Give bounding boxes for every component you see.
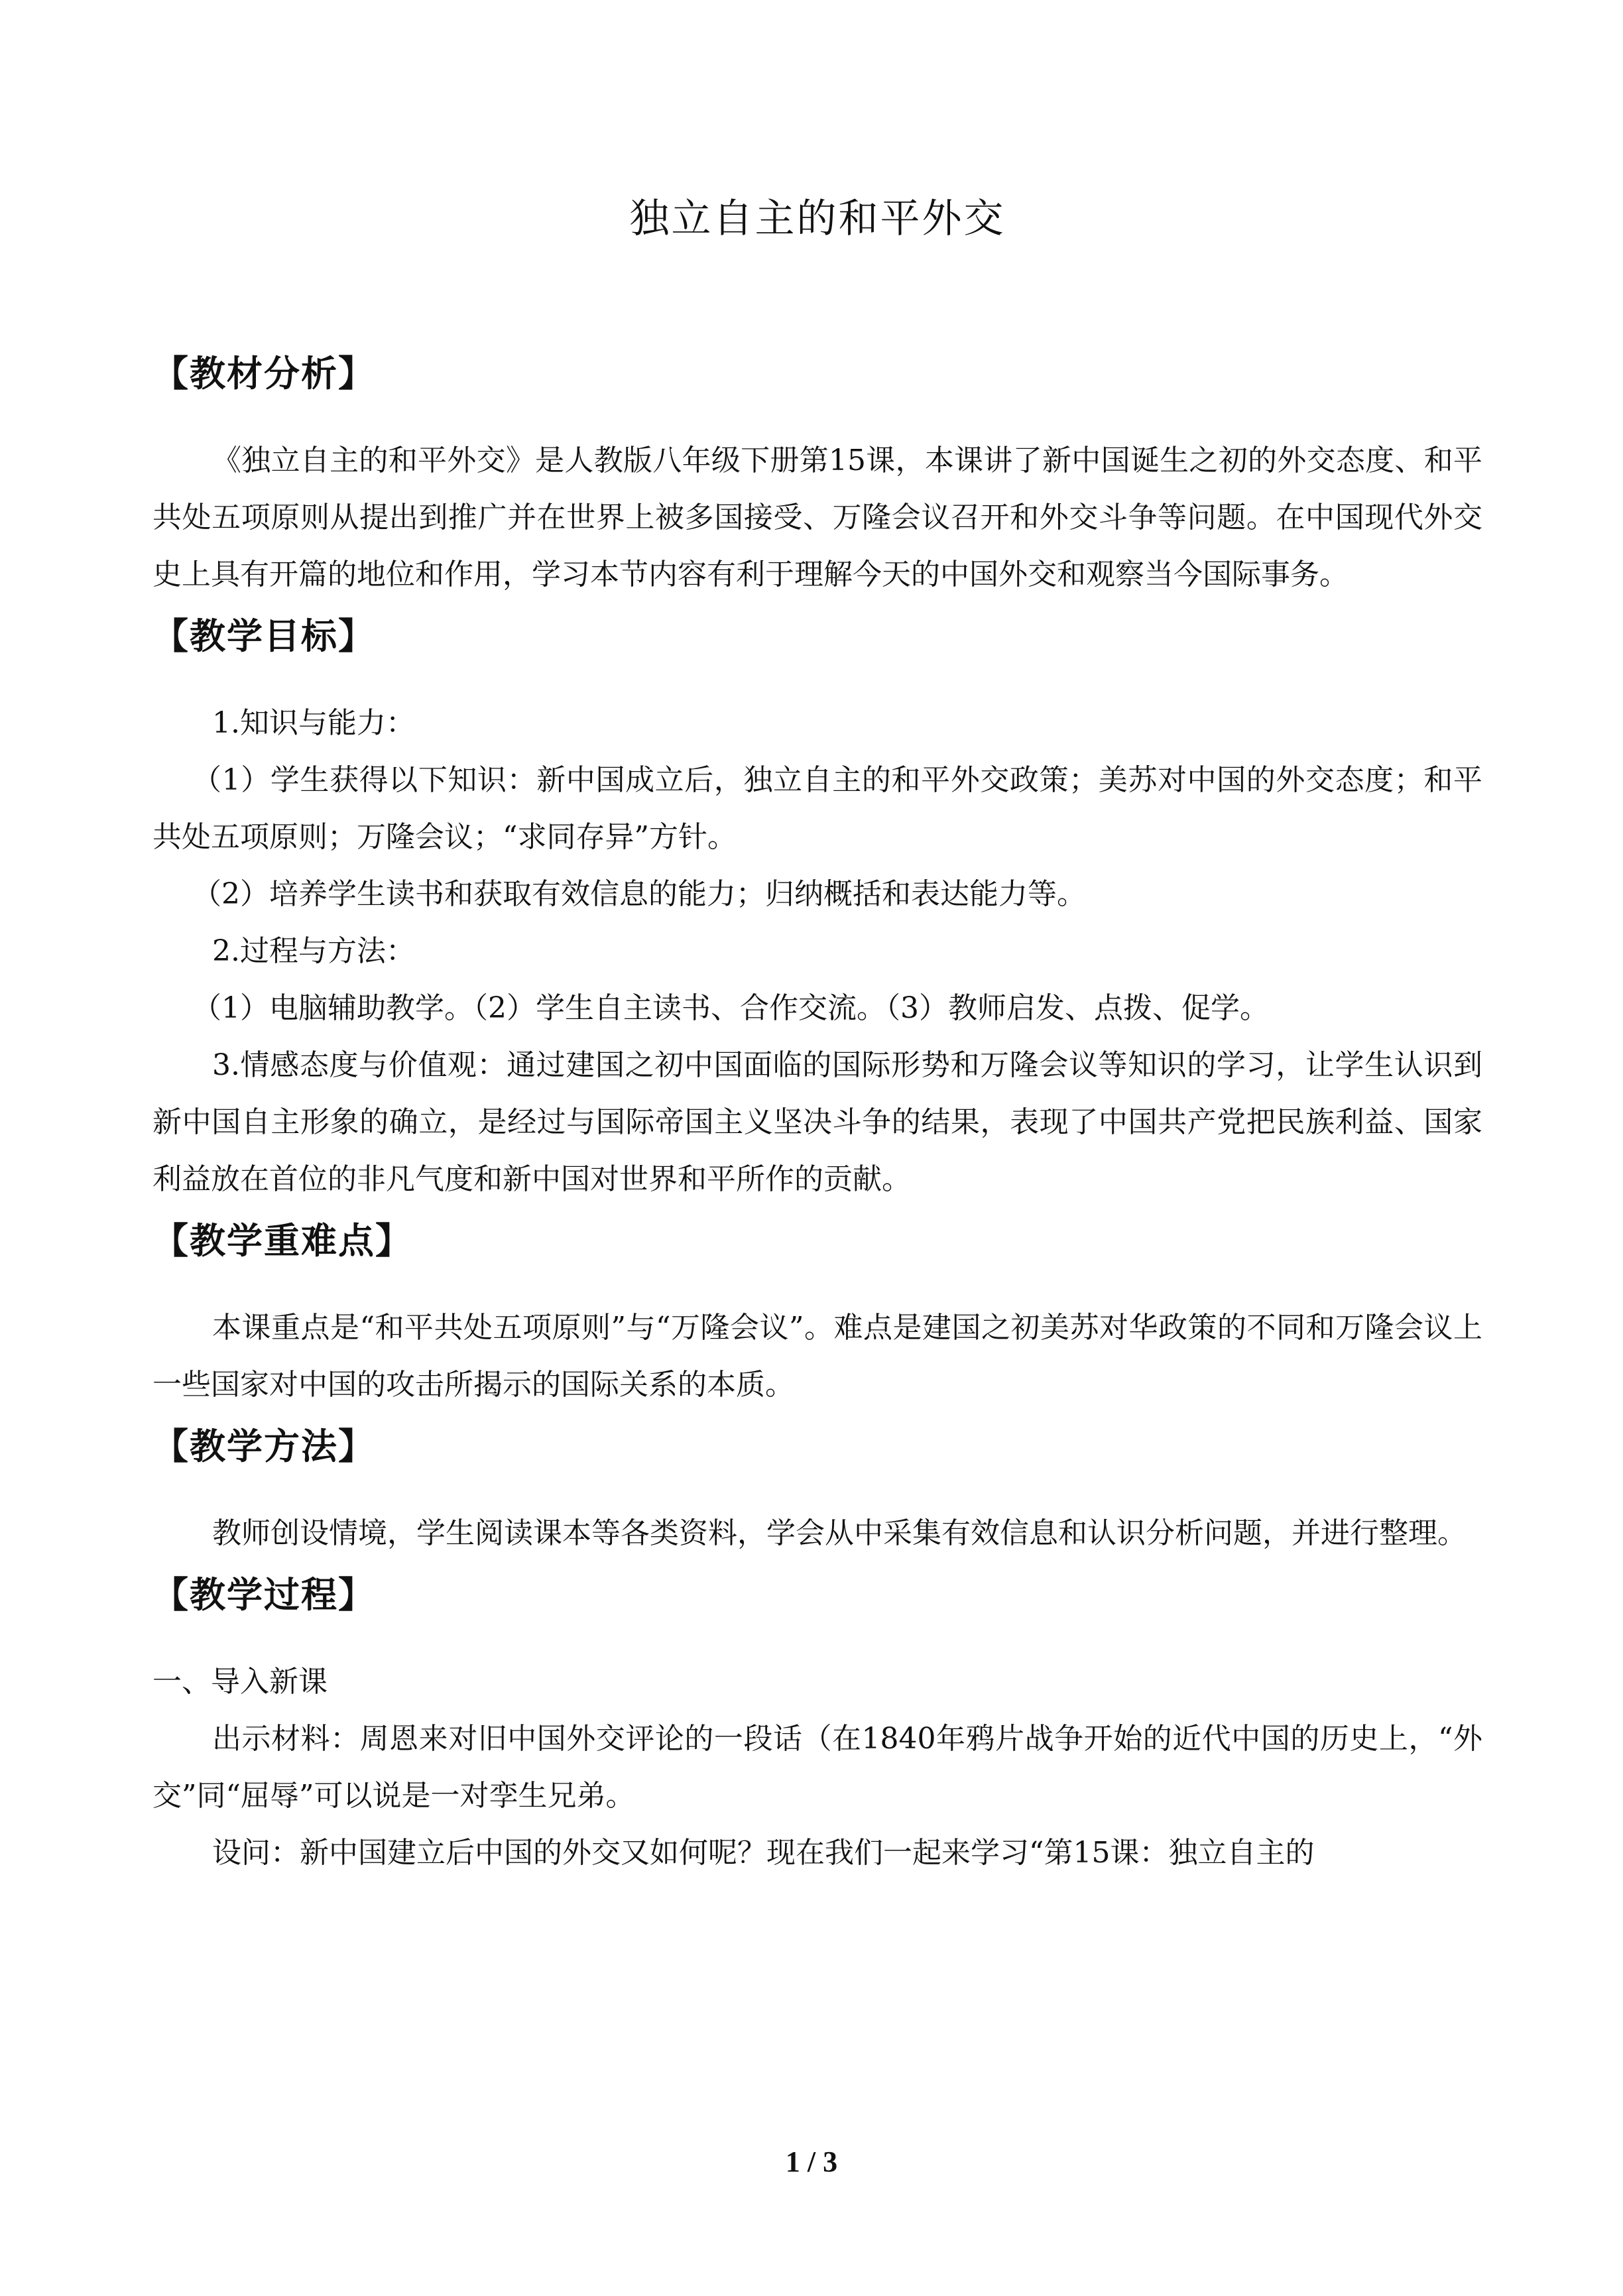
analysis-paragraph: 《独立自主的和平外交》是人教版八年级下册第15课，本课讲了新中国诞生之初的外交态度、和平共处五项原则从提出到推广并在世界上被多国接受、万隆会议召开和外交斗争等问题。在中国现代外交史上具有开篇的地位和作用，学习本节内容有利于理解今天的中国外交和观察当今国际事务。 bbox=[152, 444, 1483, 591]
goal-process-title: 2.过程与方法： bbox=[212, 934, 415, 968]
goal-process-item: （1）电脑辅助教学。（2）学生自主读书、合作交流。（3）教师启发、点拨、促学。 bbox=[192, 991, 1269, 1025]
heading-process: 【教学过程】 bbox=[152, 1573, 375, 1616]
page-number: 1 / 3 bbox=[785, 2145, 838, 2178]
heading-keypoints: 【教学重难点】 bbox=[152, 1219, 412, 1262]
goal-emotion-paragraph: 3.情感态度与价值观：通过建国之初中国面临的国际形势和万隆会议等知识的学习，让学生认识到新中国自主形象的确立，是经过与国际帝国主义坚决斗争的结果，表现了中国共产党把民族利益、国家利益放在首位的非凡气度和新中国对世界和平所作的贡献。 bbox=[152, 1048, 1482, 1196]
heading-methods: 【教学方法】 bbox=[152, 1425, 375, 1467]
goal-knowledge-item-2: （2）培养学生读书和获取有效信息的能力；归纳概括和表达能力等。 bbox=[192, 877, 1086, 911]
keypoints-paragraph: 本课重点是“和平共处五项原则”与“万隆会议”。难点是建国之初美苏对华政策的不同和万隆会议上一些国家对中国的攻击所揭示的国际关系的本质。 bbox=[152, 1311, 1482, 1402]
document-page bbox=[152, 196, 1483, 1882]
process-question-paragraph: 设问：新中国建立后中国的外交又如何呢？现在我们一起来学习“第15课：独立自主的 bbox=[212, 1836, 1315, 1870]
heading-analysis: 【教材分析】 bbox=[152, 352, 375, 394]
page-title: 独立自主的和平外交 bbox=[629, 196, 1006, 242]
goal-knowledge-title: 1.知识与能力： bbox=[212, 706, 415, 740]
process-subheading: 一、导入新课 bbox=[152, 1665, 328, 1699]
goal-knowledge-item-1: （1）学生获得以下知识：新中国成立后，独立自主的和平外交政策；美苏对中国的外交态度；和平共处五项原则；万隆会议；“求同存异”方针。 bbox=[152, 763, 1482, 854]
methods-paragraph: 教师创设情境，学生阅读课本等各类资料，学会从中采集有效信息和认识分析问题，并进行整理。 bbox=[212, 1516, 1467, 1550]
heading-goals: 【教学目标】 bbox=[152, 615, 375, 657]
process-material-paragraph: 出示材料：周恩来对旧中国外交评论的一段话（在1840年鸦片战争开始的近代中国的历史上，“外交”同“屈辱”可以说是一对孪生兄弟。 bbox=[152, 1722, 1482, 1813]
